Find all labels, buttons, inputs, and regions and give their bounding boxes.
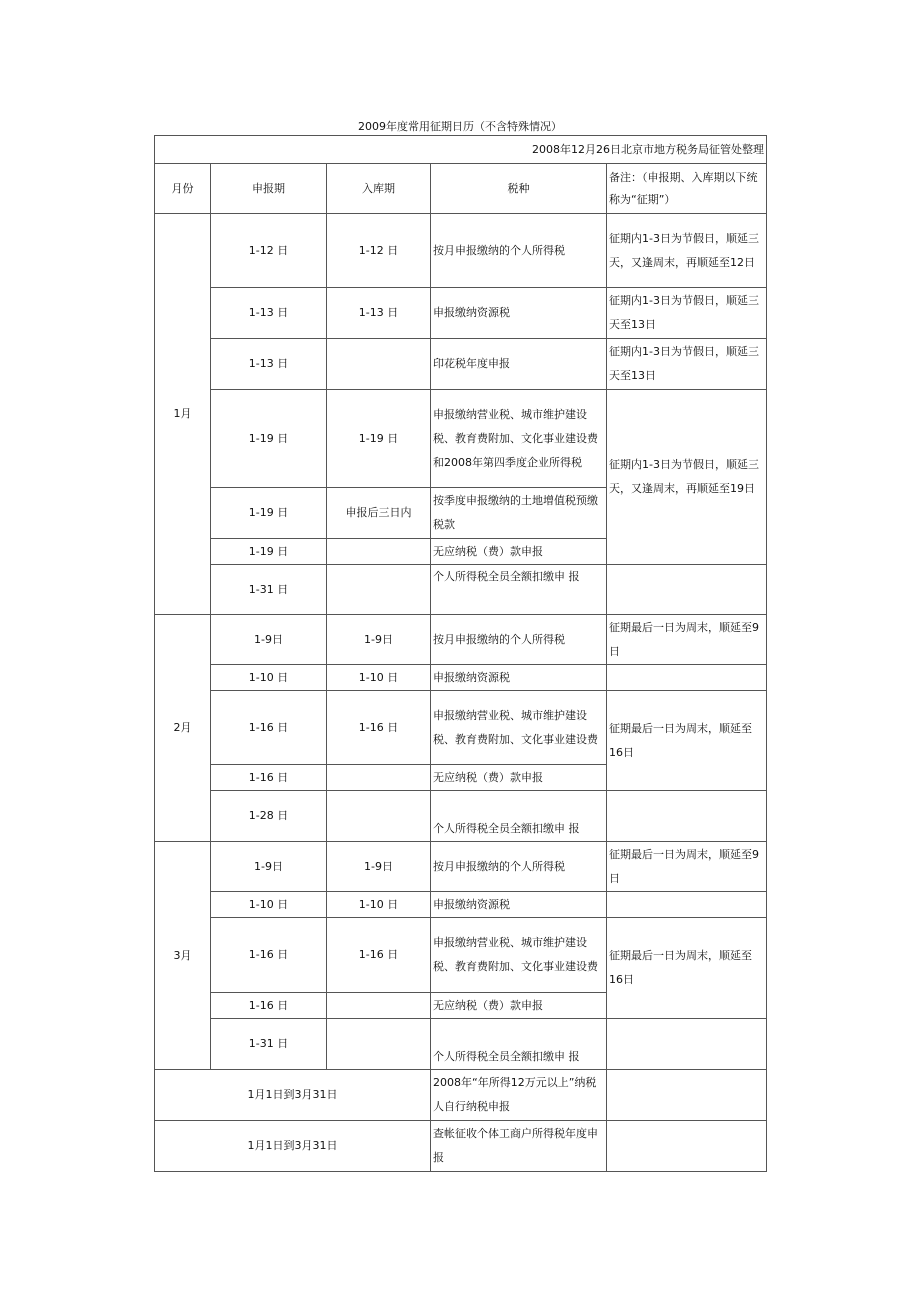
storage-cell: 申报后三日内 xyxy=(327,488,431,539)
header-row xyxy=(155,164,767,214)
declare-cell: 1-31 日 xyxy=(211,565,327,615)
tax-cell: 申报缴纳营业税、城市维护建设税、教育费附加、文化事业建设费 xyxy=(431,691,607,765)
storage-cell: 1-13 日 xyxy=(327,288,431,339)
storage-cell xyxy=(327,1019,431,1070)
table-row xyxy=(155,842,767,892)
page-title: 2009年度常用征期日历（不含特殊情况） xyxy=(358,120,562,133)
tax-cell: 个人所得税全员全额扣缴申 报 xyxy=(431,1019,607,1070)
month-cell: 2月 xyxy=(155,615,211,842)
tax-cell: 查帐征收个体工商户所得税年度申报 xyxy=(431,1121,607,1172)
note-cell xyxy=(607,1121,767,1172)
declare-cell: 1-19 日 xyxy=(211,539,327,565)
storage-cell: 1-19 日 xyxy=(327,390,431,488)
header-month: 月份 xyxy=(155,164,211,214)
tax-cell: 印花税年度申报 xyxy=(431,339,607,390)
table-row xyxy=(155,892,767,918)
source-note: 2008年12月26日北京市地方税务局征管处整理 xyxy=(155,136,767,164)
declare-cell: 1-13 日 xyxy=(211,339,327,390)
header-note: 备注：（申报期、入库期以下统称为“征期”） xyxy=(607,164,767,214)
note-cell xyxy=(607,892,767,918)
header-storage-period: 入库期 xyxy=(327,164,431,214)
source-row xyxy=(155,136,767,164)
tax-cell: 无应纳税（费）款申报 xyxy=(431,993,607,1019)
storage-cell: 1-16 日 xyxy=(327,918,431,993)
note-cell: 征期最后一日为周末，顺延至9日 xyxy=(607,615,767,665)
header-tax-type: 税种 xyxy=(431,164,607,214)
storage-cell: 1-10 日 xyxy=(327,892,431,918)
note-cell: 征期最后一日为周末，顺延至9日 xyxy=(607,842,767,892)
declare-cell: 1-16 日 xyxy=(211,691,327,765)
table-row xyxy=(155,918,767,993)
storage-cell xyxy=(327,339,431,390)
storage-cell: 1-9日 xyxy=(327,615,431,665)
declare-cell: 1-16 日 xyxy=(211,918,327,993)
declare-cell: 1-19 日 xyxy=(211,488,327,539)
tax-cell: 申报缴纳资源税 xyxy=(431,288,607,339)
declare-cell: 1-9日 xyxy=(211,615,327,665)
table-row xyxy=(155,615,767,665)
tax-cell: 个人所得税全员全额扣缴申 报 xyxy=(431,565,607,615)
period-cell: 1月1日到3月31日 xyxy=(155,1070,431,1121)
tax-calendar-table xyxy=(154,135,767,1172)
tax-cell: 申报缴纳资源税 xyxy=(431,665,607,691)
note-cell: 征期内1-3日为节假日，顺延三天至13日 xyxy=(607,288,767,339)
note-cell: 征期最后一日为周末，顺延至16日 xyxy=(607,691,767,791)
note-cell: 征期内1-3日为节假日，顺延三天，又逢周末，再顺延至12日 xyxy=(607,214,767,288)
table-row xyxy=(155,791,767,842)
declare-cell: 1-12 日 xyxy=(211,214,327,288)
declare-cell: 1-9日 xyxy=(211,842,327,892)
table-row xyxy=(155,1019,767,1070)
note-cell xyxy=(607,791,767,842)
period-cell: 1月1日到3月31日 xyxy=(155,1121,431,1172)
note-cell: 征期内1-3日为节假日，顺延三天至13日 xyxy=(607,339,767,390)
declare-cell: 1-13 日 xyxy=(211,288,327,339)
note-cell xyxy=(607,665,767,691)
table-row xyxy=(155,565,767,615)
declare-cell: 1-16 日 xyxy=(211,993,327,1019)
table-row xyxy=(155,665,767,691)
table-row xyxy=(155,390,767,488)
tax-cell: 申报缴纳营业税、城市维护建设税、教育费附加、文化事业建设费和2008年第四季度企业所得税 xyxy=(431,390,607,488)
header-declare-period: 申报期 xyxy=(211,164,327,214)
tax-cell: 个人所得税全员全额扣缴申 报 xyxy=(431,791,607,842)
storage-cell: 1-16 日 xyxy=(327,691,431,765)
declare-cell: 1-10 日 xyxy=(211,665,327,691)
tax-cell: 按季度申报缴纳的土地增值税预缴税款 xyxy=(431,488,607,539)
storage-cell: 1-10 日 xyxy=(327,665,431,691)
declare-cell: 1-31 日 xyxy=(211,1019,327,1070)
storage-cell xyxy=(327,791,431,842)
storage-cell: 1-9日 xyxy=(327,842,431,892)
tax-cell: 无应纳税（费）款申报 xyxy=(431,539,607,565)
declare-cell: 1-28 日 xyxy=(211,791,327,842)
table-row xyxy=(155,339,767,390)
declare-cell: 1-19 日 xyxy=(211,390,327,488)
tax-cell: 按月申报缴纳的个人所得税 xyxy=(431,214,607,288)
declare-cell: 1-10 日 xyxy=(211,892,327,918)
tax-cell: 2008年“年所得12万元以上”纳税人自行纳税申报 xyxy=(431,1070,607,1121)
month-cell: 3月 xyxy=(155,842,211,1070)
storage-cell: 1-12 日 xyxy=(327,214,431,288)
table-row xyxy=(155,214,767,288)
month-cell: 1月 xyxy=(155,214,211,615)
tax-cell: 申报缴纳资源税 xyxy=(431,892,607,918)
tax-cell: 按月申报缴纳的个人所得税 xyxy=(431,615,607,665)
table-row xyxy=(155,1121,767,1172)
note-cell xyxy=(607,1070,767,1121)
note-cell xyxy=(607,565,767,615)
tax-cell: 申报缴纳营业税、城市维护建设税、教育费附加、文化事业建设费 xyxy=(431,918,607,993)
table-row xyxy=(155,691,767,765)
table-row xyxy=(155,1070,767,1121)
storage-cell xyxy=(327,993,431,1019)
storage-cell xyxy=(327,565,431,615)
declare-cell: 1-16 日 xyxy=(211,765,327,791)
note-cell: 征期内1-3日为节假日，顺延三天，又逢周末，再顺延至19日 xyxy=(607,390,767,565)
storage-cell xyxy=(327,765,431,791)
storage-cell xyxy=(327,539,431,565)
tax-cell: 无应纳税（费）款申报 xyxy=(431,765,607,791)
table-row xyxy=(155,288,767,339)
note-cell: 征期最后一日为周末，顺延至16日 xyxy=(607,918,767,1019)
tax-cell: 按月申报缴纳的个人所得税 xyxy=(431,842,607,892)
note-cell xyxy=(607,1019,767,1070)
